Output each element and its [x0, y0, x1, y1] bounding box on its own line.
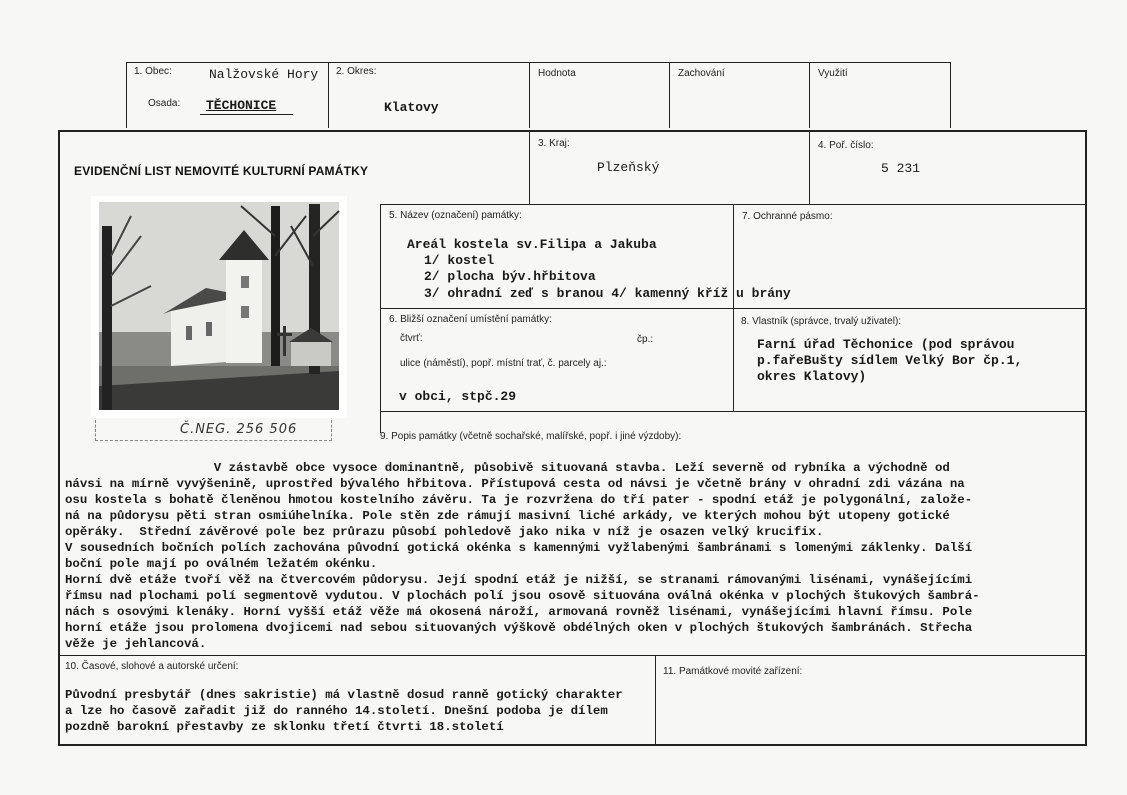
obec-value: Nalžovské Hory — [209, 67, 319, 82]
vlastnik-line-3: okres Klatovy) — [757, 369, 867, 384]
urceni-line-1: Původní presbytář (dnes sakristie) má vlastně dosud ranně gotický charakter — [65, 688, 623, 702]
osada-label: Osada: — [148, 98, 181, 109]
church-photo — [91, 196, 347, 418]
popis-line-2: návsi na mírně vyvýšenině, uprostřed bývalého hřbitova. Přístupová cesta od návsi je včetně brány v ohradní zdi vázána na — [65, 477, 965, 491]
ctvrt-label: čtvrť: — [400, 333, 423, 344]
popis-line-12: věže je jehlancová. — [65, 637, 207, 651]
zachovani-label: Zachování — [678, 68, 725, 79]
church-photo-image — [91, 196, 347, 418]
popis-line-10: nách s osovými klenáky. Horní vyšší etáž věže má okosená nároží, armovaná rovněž lisénami, vynášejícími hlavní římsu. Pole — [65, 605, 973, 619]
zarizeni-label: 11. Památkové movité zařízení: — [663, 666, 803, 677]
hodnota-label: Hodnota — [538, 68, 576, 79]
ulice-label: ulice (náměstí), popř. místní trať, č. parcely aj.: — [400, 358, 607, 369]
kraj-label: 3. Kraj: — [538, 138, 570, 149]
popis-line-11: horní etáže jsou prolomena dvojicemi nad sebou situovaných výškově obdélných oken v plochých štukových šambránách. Střecha — [65, 621, 973, 635]
por-cislo-value: 5 231 — [881, 161, 921, 176]
por-cislo-label: 4. Poř. číslo: — [818, 140, 874, 151]
popis-line-4: ná na půdorysu pěti stran osmiúhelníka. Pole stěn zde rámují masivní liché arkády, ve kterých mohou být utopeny gotické — [65, 509, 950, 523]
urceni-line-2: a lze ho časově zařadit již do ranného 14.století. Dnešní podoba je dílem — [65, 704, 608, 718]
form-title: EVIDENČNÍ LIST NEMOVITÉ KULTURNÍ PAMÁTKY — [74, 164, 369, 178]
vlastnik-line-2: p.fařeBušty sídlem Velký Bor čp.1, — [757, 353, 1023, 368]
nazev-label: 5. Název (označení) památky: — [389, 210, 522, 221]
okres-value: Klatovy — [384, 100, 439, 115]
popis-line-1: V zástavbě obce vysoce dominantně, působivě situovaná stavba. Leží severně od rybníka a východně od — [65, 461, 950, 475]
osada-value: TĚCHONICE — [206, 98, 277, 113]
urceni-line-3: pozdně barokní přestavby ze sklonku třetí čtvrti 18.století — [65, 720, 504, 734]
kraj-value: Plzeňský — [597, 160, 660, 175]
vlastnik-line-1: Farní úřad Těchonice (pod správou — [757, 337, 1015, 352]
popis-line-9: římsu nad plochami polí segmentově vydutou. V plochách polí jsou osově situována oválná okénka v plochých štukových šambrá- — [65, 589, 980, 603]
nazev-line-3: 2/ plocha býv.hřbitova — [424, 269, 596, 284]
negative-number: Č.NEG. 256 506 — [180, 422, 298, 437]
popis-line-6: V sousedních bočních polích zachována původní gotická okénka s kamennými vyžlabenými šambránami s lomenými záklenky. Další — [65, 541, 973, 555]
nazev-line-1: Areál kostela sv.Filipa a Jakuba — [407, 237, 657, 252]
cp-label: čp.: — [637, 334, 654, 345]
obec-label: 1. Obec: — [134, 66, 172, 77]
vlastnik-label: 8. Vlastník (správce, trvalý uživatel): — [741, 316, 902, 327]
popis-label: 9. Popis památky (včetně sochařské, malířské, popř. i jiné výzdoby): — [380, 431, 682, 442]
nazev-line-2: 1/ kostel — [424, 253, 495, 268]
popis-line-7: boční pole mají po oválném ležatém okénku. — [65, 557, 378, 571]
ochranne-pasmo-label: 7. Ochranné pásmo: — [742, 211, 833, 222]
umisteni-label: 6. Bližší označení umístění památky: — [389, 314, 552, 325]
nazev-line-4: 3/ ohradní zeď s branou 4/ kamenný kříž u brány — [424, 286, 791, 301]
popis-line-3: osu kostela s bohatě členěnou hmotou kostelního závěru. Ta je rozvržena do tří pater - spodní etáž je polygonální, založe- — [65, 493, 973, 507]
popis-line-5: opěráky. Střední závěrové pole bez průrazu působí pohledově jako nika v níž je osazen velký krucifix. — [65, 525, 824, 539]
popis-line-8: Horní dvě etáže tvoří věž na čtvercovém půdorysu. Její spodní etáž je nižší, se stranami rámovanými lisénami, vynášejícími — [65, 573, 973, 587]
urceni-label: 10. Časové, slohové a autorské určení: — [65, 661, 239, 672]
vyuziti-label: Využití — [818, 68, 848, 79]
okres-label: 2. Okres: — [336, 66, 377, 77]
umisteni-value: v obci, stpč.29 — [399, 389, 517, 404]
